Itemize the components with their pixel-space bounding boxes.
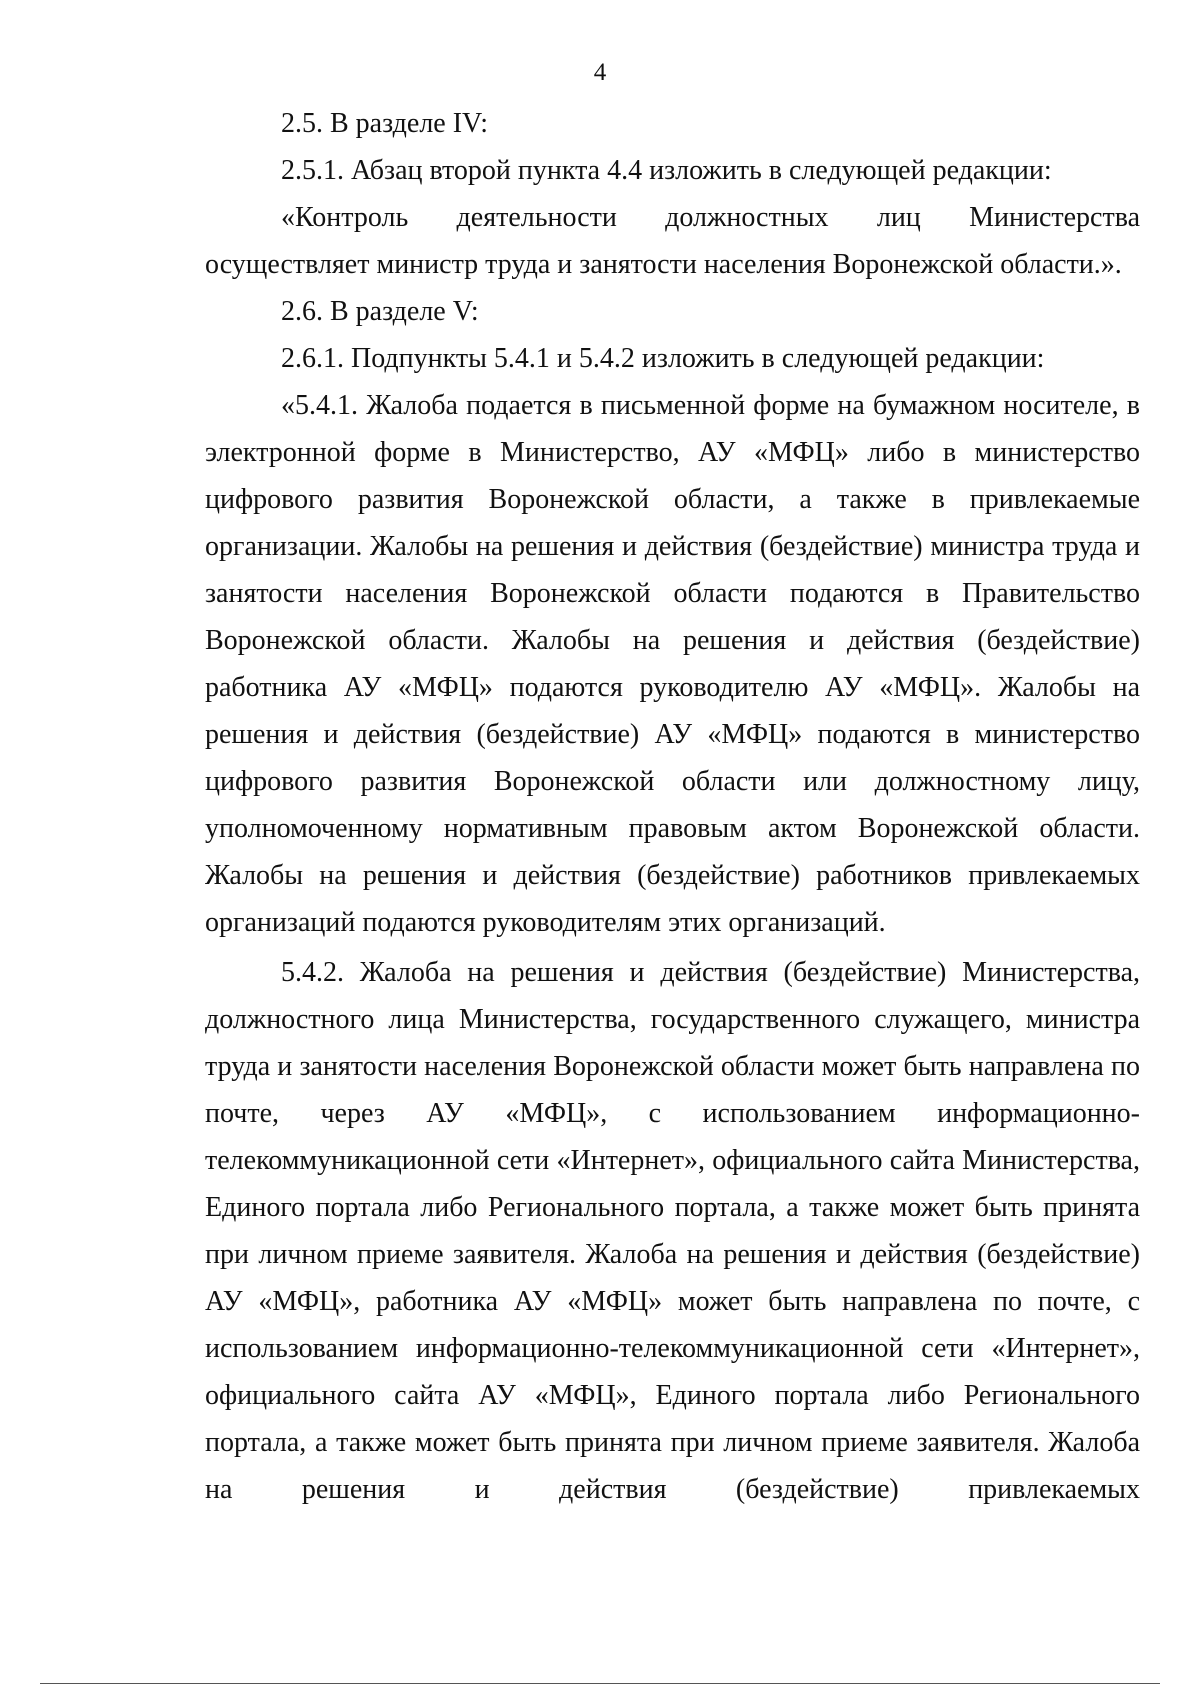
- paragraph-section-2-5: 2.5. В разделе IV:: [281, 108, 488, 139]
- paragraph-section-2-5-1: 2.5.1. Абзац второй пункта 4.4 изложить в следующей редакции:: [281, 155, 1052, 186]
- paragraph-control-text: «Контроль деятельности должностных лиц Министерства осуществляет министр труда и занятости населения Воронежской области.».: [205, 202, 1140, 280]
- paragraph-subsection-5-4-2: 5.4.2. Жалоба на решения и действия (бездействие) Министерства, должностного лица Министерства, государственного служащего, министра труда и занятости населения Воронежской области может быть направлена по почте, через АУ «МФЦ», с использованием информационно-телекоммуникационной сети «Интернет», официального сайта Министерства, Единого портала либо Регионального портала, а также может быть принята при личном приеме заявителя. Жалоба на решения и действия (бездействие) АУ «МФЦ», работника АУ «МФЦ» может быть направлена по почте, с использованием информационно-телекоммуникационной сети «Интернет», официального сайта АУ «МФЦ», Единого портала либо Регионального портала, а также может быть принята при личном приеме заявителя. Жалоба на решения и действия (бездействие) привлекаемых: [205, 957, 1140, 1505]
- paragraph-subsection-5-4-1: «5.4.1. Жалоба подается в письменной форме на бумажном носителе, в электронной форме в Министерство, АУ «МФЦ» либо в министерство цифрового развития Воронежской области, а также в привлекаемые организации. Жалобы на решения и действия (бездействие) министра труда и занятости населения Воронежской области подаются в Правительство Воронежской области. Жалобы на решения и действия (бездействие) работника АУ «МФЦ» подаются руководителю АУ «МФЦ». Жалобы на решения и действия (бездействие) АУ «МФЦ» подаются в министерство цифрового развития Воронежской области или должностному лицу, уполномоченному нормативным правовым актом Воронежской области. Жалобы на решения и действия (бездействие) работников привлекаемых организаций подаются руководителям этих организаций.: [205, 390, 1140, 938]
- paragraph-section-2-6: 2.6. В разделе V:: [281, 296, 479, 327]
- document-body: [205, 100, 1140, 1513]
- paragraph-section-2-6-1: 2.6.1. Подпункты 5.4.1 и 5.4.2 изложить в следующей редакции:: [281, 343, 1045, 374]
- page-number: 4: [593, 59, 607, 86]
- bottom-scan-rule: [40, 1683, 1160, 1684]
